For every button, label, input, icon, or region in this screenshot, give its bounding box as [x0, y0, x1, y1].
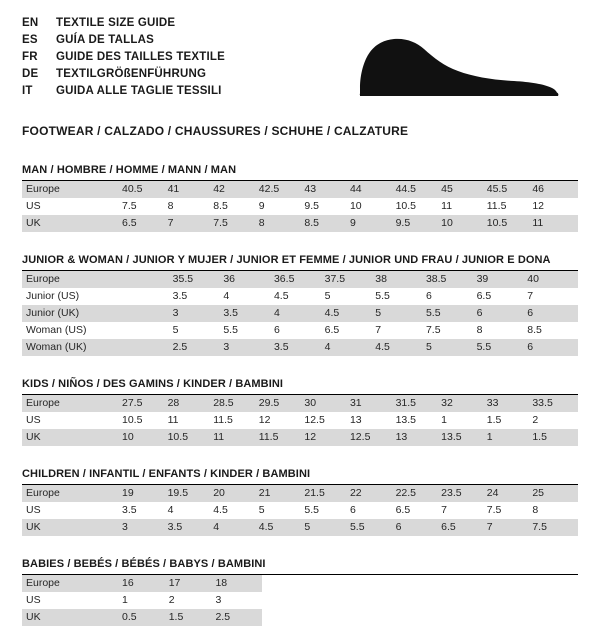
size-cell: 4	[274, 305, 325, 322]
size-cell: 22	[350, 485, 396, 502]
size-cell: 12.5	[304, 414, 325, 426]
size-cell: 9.5	[304, 200, 319, 212]
size-cell: 6	[396, 519, 442, 536]
size-cell: 4.5	[259, 519, 305, 536]
size-cell: 1	[441, 414, 447, 426]
size-cell: 45.5	[487, 181, 533, 198]
size-cell: 24	[487, 485, 533, 502]
size-cell: 7.5	[213, 215, 259, 232]
language-row	[22, 16, 225, 31]
size-cell: 7.5	[425, 324, 441, 336]
row-label: Woman (UK)	[22, 339, 122, 356]
table-row	[22, 592, 262, 609]
size-cell: 21.5	[304, 485, 350, 502]
size-cell: 36.5	[274, 271, 325, 288]
size-cell: 13	[349, 414, 362, 426]
row-label: Woman (US)	[26, 324, 87, 336]
size-cell: 0.5	[122, 609, 169, 626]
size-table	[22, 181, 578, 232]
table-row	[22, 305, 578, 322]
size-cell: 40.5	[122, 181, 168, 198]
size-cell: 4	[325, 339, 376, 356]
size-cell: 8	[532, 504, 539, 516]
size-cell: 6.5	[395, 504, 411, 516]
size-cell: 37.5	[325, 271, 376, 288]
size-section	[22, 254, 578, 356]
table-row	[22, 322, 578, 339]
size-cell: 4.5	[325, 305, 376, 322]
size-cell: 5.5	[223, 324, 238, 336]
size-table	[22, 485, 578, 536]
size-cell: 3.5	[122, 504, 137, 516]
language-row	[22, 84, 225, 99]
row-label: Junior (US)	[26, 290, 80, 302]
table-row	[22, 271, 578, 288]
size-cell: 31.5	[396, 395, 442, 412]
size-cell: 46	[532, 181, 578, 198]
section-title: MAN / HOMBRE / HOMME / MANN / MAN	[22, 164, 578, 181]
size-cell: 7	[375, 324, 382, 336]
size-cell: 1.5	[169, 609, 216, 626]
size-cell: 6	[273, 324, 280, 336]
table-row	[22, 288, 578, 305]
row-label: Europe	[22, 485, 122, 502]
size-cell: 17	[169, 575, 216, 592]
size-cell: 30	[304, 395, 350, 412]
size-cell: 5.5	[426, 305, 477, 322]
row-label: Europe	[22, 181, 122, 198]
size-cell: 10	[441, 215, 487, 232]
language-text: TEXTILE SIZE GUIDE	[56, 17, 176, 29]
size-cell: 44	[350, 181, 396, 198]
size-cell: 7	[487, 519, 533, 536]
row-label: US	[26, 594, 41, 606]
size-cell: 6	[527, 305, 578, 322]
size-cell: 23.5	[441, 485, 487, 502]
size-cell	[122, 305, 173, 322]
size-cell: 11.5	[486, 200, 507, 212]
size-cell: 28	[168, 395, 214, 412]
size-cell: 6	[527, 339, 578, 356]
row-label: UK	[22, 609, 122, 626]
size-cell	[122, 288, 173, 305]
row-label: Europe	[22, 395, 122, 412]
size-cell: 41	[168, 181, 214, 198]
table-row	[22, 429, 578, 446]
size-cell: 3	[215, 594, 222, 606]
size-cell: 3	[173, 305, 224, 322]
size-cell: 38	[375, 271, 426, 288]
language-list	[22, 14, 225, 99]
size-cell: 2.5	[215, 609, 262, 626]
table-row	[22, 519, 578, 536]
size-cell: 13.5	[441, 429, 487, 446]
size-cell	[122, 339, 173, 356]
size-cell: 11.5	[259, 429, 305, 446]
size-cell: 32	[441, 395, 487, 412]
size-cell: 8	[476, 324, 483, 336]
size-cell: 42.5	[259, 181, 305, 198]
language-row	[22, 67, 225, 82]
section-title: JUNIOR & WOMAN / JUNIOR Y MUJER / JUNIOR ET FEMME / JUNIOR UND FRAU / JUNIOR E DONA	[22, 254, 578, 271]
size-cell: 4.5	[213, 504, 228, 516]
size-cell: 31	[350, 395, 396, 412]
row-label: Europe	[22, 575, 122, 592]
size-cell: 1	[487, 429, 533, 446]
size-cell: 33	[487, 395, 533, 412]
category-title: FOOTWEAR / CALZADO / CHAUSSURES / SCHUHE / CALZATURE	[22, 124, 409, 138]
size-cell: 1.5	[486, 414, 502, 426]
size-cell: 2	[168, 594, 175, 606]
size-cell: 35.5	[173, 271, 224, 288]
size-cell: 12.5	[350, 429, 396, 446]
size-cell: 12	[258, 414, 271, 426]
section-title: CHILDREN / INFANTIL / ENFANTS / KINDER / BAMBINI	[22, 468, 578, 485]
size-table	[22, 271, 578, 356]
size-cell: 22.5	[396, 485, 442, 502]
size-cell: 3.5	[223, 305, 274, 322]
size-cell: 10.5	[122, 414, 143, 426]
language-row	[22, 33, 225, 48]
size-cell: 10.5	[168, 429, 214, 446]
size-cell: 10	[349, 200, 362, 212]
size-cell: 5.5	[350, 519, 396, 536]
size-cell: 42	[213, 181, 259, 198]
size-section	[22, 164, 578, 232]
size-cell: 5	[426, 339, 477, 356]
table-row	[22, 395, 578, 412]
size-cell: 10.5	[395, 200, 416, 212]
row-label: UK	[22, 215, 122, 232]
size-cell: 45	[441, 181, 487, 198]
size-section	[22, 378, 578, 446]
table-row	[22, 198, 578, 215]
language-code: ES	[22, 34, 38, 46]
table-row	[22, 181, 578, 198]
size-cell: 8	[167, 200, 174, 212]
size-cell: 2	[532, 414, 539, 426]
size-cell: 4	[223, 290, 230, 302]
size-cell: 3	[122, 519, 168, 536]
size-cell: 36	[223, 271, 274, 288]
size-cell: 12	[532, 200, 545, 212]
size-cell: 4.5	[375, 339, 426, 356]
size-cell: 1	[122, 594, 128, 606]
size-cell: 5	[324, 290, 331, 302]
size-cell: 18	[215, 575, 262, 592]
size-cell: 6	[349, 504, 356, 516]
row-label: US	[26, 504, 41, 516]
table-row	[22, 485, 578, 502]
size-cell: 20	[213, 485, 259, 502]
size-cell: 29.5	[259, 395, 305, 412]
size-cell: 44.5	[396, 181, 442, 198]
size-cell: 19	[122, 485, 168, 502]
size-cell: 27.5	[122, 395, 168, 412]
size-cell: 2.5	[173, 339, 224, 356]
table-row	[22, 502, 578, 519]
size-cell: 13	[396, 429, 442, 446]
dress-shoe-icon	[354, 26, 564, 106]
size-cell	[122, 271, 173, 288]
size-cell: 13.5	[395, 414, 416, 426]
size-cell: 8	[259, 215, 305, 232]
size-cell: 6	[477, 305, 528, 322]
size-cell: 7	[168, 215, 214, 232]
language-code: FR	[22, 51, 38, 63]
size-cell: 4.5	[273, 290, 289, 302]
language-text: GUIDE DES TAILLES TEXTILE	[56, 51, 225, 63]
row-label: US	[26, 200, 41, 212]
size-cell: 3.5	[168, 519, 214, 536]
size-cell: 8.5	[213, 200, 228, 212]
table-row	[22, 609, 262, 626]
size-cell: 5	[304, 519, 350, 536]
size-cell: 1.5	[532, 429, 578, 446]
size-cell: 19.5	[168, 485, 214, 502]
row-label: UK	[22, 519, 122, 536]
size-cell: 7.5	[486, 504, 502, 516]
size-cell: 8.5	[527, 324, 542, 336]
size-table	[22, 395, 578, 446]
size-cell: 38.5	[426, 271, 477, 288]
size-cell: 6.5	[324, 324, 340, 336]
size-cell	[122, 322, 173, 339]
section-title: KIDS / NIÑOS / DES GAMINS / KINDER / BAMBINI	[22, 378, 578, 395]
size-cell: 10.5	[487, 215, 533, 232]
size-cell: 16	[122, 575, 169, 592]
size-cell: 4	[167, 504, 174, 516]
size-cell: 11	[167, 414, 179, 426]
size-cell: 6	[425, 290, 432, 302]
language-code: DE	[22, 68, 39, 80]
size-cell: 11	[532, 215, 578, 232]
size-cell: 21	[259, 485, 305, 502]
size-table	[22, 575, 262, 626]
size-cell: 9.5	[396, 215, 442, 232]
size-section	[22, 558, 578, 626]
row-label: UK	[22, 429, 122, 446]
row-label: Junior (UK)	[22, 305, 122, 322]
section-title: BABIES / BEBÉS / BÉBÉS / BABYS / BAMBINI	[22, 558, 578, 575]
size-cell: 39	[477, 271, 528, 288]
size-section	[22, 468, 578, 536]
language-text: GUÍA DE TALLAS	[56, 34, 154, 46]
size-cell: 11.5	[213, 414, 233, 426]
table-row	[22, 575, 262, 592]
size-cell: 5.5	[304, 504, 319, 516]
size-cell: 7.5	[122, 200, 137, 212]
size-cell: 7	[441, 504, 447, 516]
row-label: US	[26, 414, 41, 426]
row-label: Europe	[22, 271, 122, 288]
size-cell: 5	[172, 324, 179, 336]
size-cell: 6.5	[476, 290, 492, 302]
size-cell: 10	[122, 429, 168, 446]
language-text: GUIDA ALLE TAGLIE TESSILI	[56, 85, 222, 97]
size-tables	[22, 164, 578, 626]
language-text: TEXTILGRÖßENFÜHRUNG	[56, 68, 207, 80]
table-row	[22, 215, 578, 232]
table-row	[22, 412, 578, 429]
language-row	[22, 50, 225, 65]
size-cell: 6.5	[122, 215, 168, 232]
table-row	[22, 339, 578, 356]
size-cell: 4	[213, 519, 259, 536]
language-code: EN	[22, 17, 39, 29]
size-cell: 5.5	[375, 290, 390, 302]
size-cell: 33.5	[532, 395, 578, 412]
language-code: IT	[22, 85, 33, 97]
size-cell: 5	[258, 504, 265, 516]
size-cell: 7	[527, 290, 534, 302]
size-cell: 28.5	[213, 395, 259, 412]
size-cell: 11	[441, 200, 453, 212]
size-cell: 9	[258, 200, 265, 212]
size-cell: 6.5	[441, 519, 487, 536]
header	[22, 14, 578, 106]
size-cell: 3.5	[274, 339, 325, 356]
size-cell: 25	[532, 485, 578, 502]
size-cell: 5	[375, 305, 426, 322]
size-cell: 3	[223, 339, 274, 356]
size-cell: 9	[350, 215, 396, 232]
size-cell: 12	[304, 429, 350, 446]
size-cell: 5.5	[477, 339, 528, 356]
size-cell: 8.5	[304, 215, 350, 232]
size-cell: 7.5	[532, 519, 578, 536]
size-cell: 11	[213, 429, 259, 446]
size-cell: 3.5	[172, 290, 188, 302]
size-cell: 40	[527, 271, 578, 288]
size-cell: 43	[304, 181, 350, 198]
